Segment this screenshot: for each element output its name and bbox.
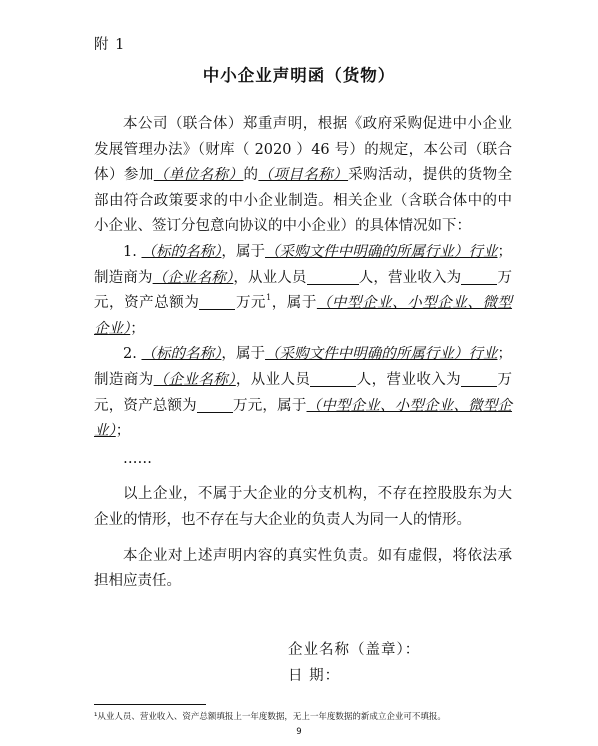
- item-1-assets-blank: [199, 294, 235, 310]
- item-2-text-7: ；: [115, 423, 131, 440]
- date-label: 日 期：: [288, 668, 341, 684]
- intro-paragraph: [94, 112, 512, 240]
- intro-text-1: 本公司（联合体）郑重声明，根据《政府采购促进中小企业发展管理办法》（财库（ 2020 ）46 号）的规定，本公司（联合体）参加: [94, 116, 512, 184]
- unit-name-field: （单位名称）: [153, 167, 244, 184]
- item-1-text-2: ；制造商为: [94, 243, 513, 286]
- item-2-paragraph: [94, 342, 512, 444]
- intro-text-3: 采购活动，提供的货物全部由符合政策要求的中小企业制造。相关企业（含联合体中的中小企业、签订分包意向协议的中小企业）的具体情况如下：: [94, 167, 513, 235]
- item-2-enterprise-type-field: （中型企业、小型企业、微型企业）: [94, 397, 513, 440]
- item-1-text-1: ，属于: [221, 243, 266, 260]
- ellipsis: ……: [123, 450, 152, 467]
- item-1-employees-blank: [307, 269, 359, 285]
- item-2-text-2: ；制造商为: [94, 346, 513, 388]
- item-1-enterprise-type-field: （中型企业、小型企业、微型企业）: [94, 295, 513, 337]
- item-2-number: 2.: [123, 346, 137, 363]
- item-2-industry-field: （采购文件中明确的所属行业）行业: [265, 346, 498, 363]
- item-1-text-3: ，从业人员: [233, 269, 307, 286]
- footnote-divider: [94, 704, 206, 705]
- item-1-text-6: 万元: [235, 295, 267, 312]
- item-2-text-1: ，属于: [221, 346, 266, 363]
- branch-statement-paragraph: 以上企业，不属于大企业的分支机构，不存在控股股东为大企业的情形，也不存在与大企业的负责人为同一人的情形。: [94, 486, 512, 528]
- annex-label: 附 1: [94, 37, 126, 53]
- item-1-company-field: （企业名称）: [152, 269, 234, 286]
- item-2-company-field: （企业名称）: [153, 371, 236, 388]
- item-1-revenue-blank: [461, 269, 497, 285]
- item-1-text-5: 万元，资产总额为: [94, 269, 512, 312]
- item-1-text-8: ；: [130, 320, 145, 337]
- footnote-marker: 1: [266, 293, 272, 303]
- item-2-text-3: ，从业人员: [235, 371, 311, 388]
- item-2-assets-blank: [197, 397, 233, 413]
- document-body: [94, 112, 512, 595]
- item-2-target-name-field: （标的名称）: [141, 346, 222, 363]
- page-title: 中小企业声明函（货物）: [202, 66, 396, 85]
- item-1-text-7: ，属于: [271, 295, 317, 312]
- footnote: ¹从业人员、营业收入、资产总额填报上一年度数据，无上一年度数据的新成立企业可不填报。: [94, 712, 446, 722]
- item-2-text-6: 万元，属于: [232, 397, 307, 414]
- intro-text-2: 的: [243, 167, 259, 184]
- item-2-text-5: 万元，资产总额为: [94, 371, 512, 414]
- item-1-industry-field: （采购文件中明确的所属行业）行业: [265, 243, 498, 260]
- company-seal-label: 企业名称（盖章）：: [288, 642, 421, 658]
- item-1-number: 1.: [123, 243, 137, 260]
- item-1-text-4: 人，营业收入为: [358, 269, 462, 286]
- item-1-target-name-field: （标的名称）: [141, 243, 222, 260]
- item-1-paragraph: [94, 240, 512, 342]
- project-name-field: （项目名称）: [258, 167, 349, 184]
- item-2-text-4: 人，营业收入为: [356, 371, 462, 388]
- item-2-revenue-blank: [461, 371, 497, 387]
- item-2-employees-blank: [310, 371, 356, 387]
- page-number: 9: [296, 727, 302, 737]
- responsibility-paragraph: 本企业对上述声明内容的真实性负责。如有虚假，将依法承担相应责任。: [94, 547, 512, 590]
